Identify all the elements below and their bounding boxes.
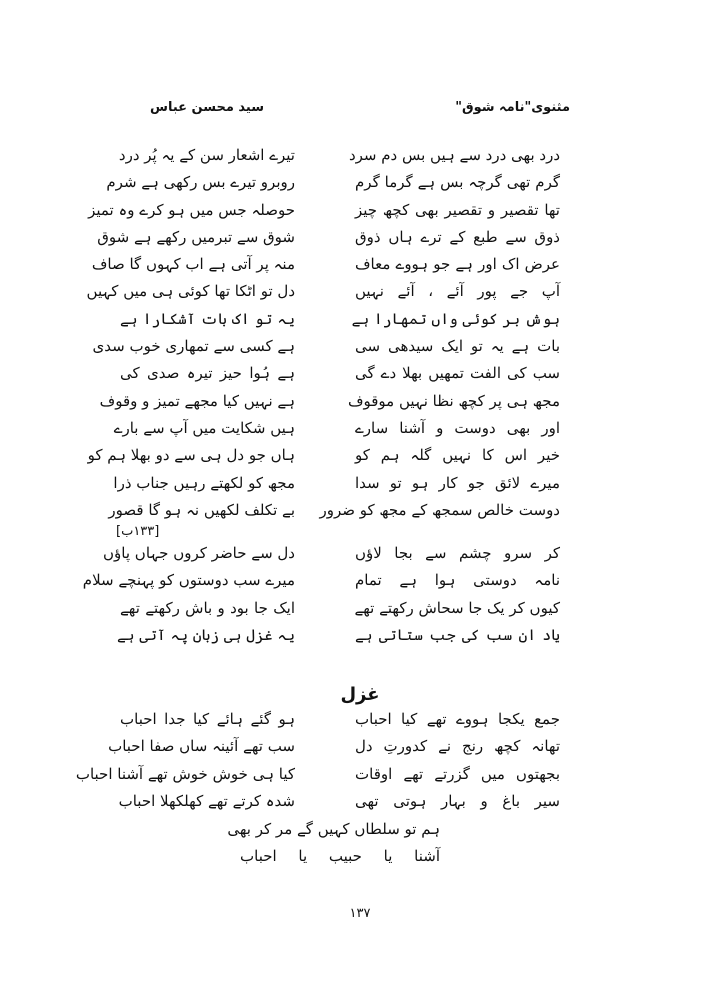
second-hemistich: میرے سب دوستوں کو پہنچے سلام: [82, 571, 295, 590]
verse-row: [108, 733, 560, 760]
verse-row: [92, 333, 560, 360]
second-hemistich: بے تکلف لکھیں نہ ہو گا قصور: [108, 500, 295, 519]
verse-row: [97, 224, 560, 251]
verse-row: [120, 595, 560, 622]
verse-row: [113, 415, 560, 442]
verse-row: [120, 706, 560, 733]
maqta-line-1: ہم تو سلطاں کہیں گے مر کر بھی: [227, 820, 440, 838]
first-hemistich: کیوں کر یک جا سحاش رکھتے تھے: [354, 598, 560, 617]
page-number: ۱۳۷: [349, 906, 371, 921]
verse-row: [87, 442, 560, 469]
verse-row: [120, 788, 560, 815]
verse-row: [82, 567, 560, 594]
first-hemistich: نامہ دوستی ہوا ہے تمام: [355, 571, 560, 590]
book-title-header: مثنوی"نامہ شوق": [455, 100, 570, 115]
verse-row: [120, 142, 560, 169]
first-hemistich: سب کی الفت تمھیں بھلا دے گی: [355, 364, 560, 383]
first-hemistich: تھانہ کچھ رنج نے کدورتِ دل: [355, 737, 560, 756]
second-hemistich: حوصلہ جس میں ہو کرے وہ تمیز: [88, 200, 295, 219]
first-hemistich: تھا تقصیر و تقصیر بھی کچھ چیز: [355, 200, 560, 219]
first-hemistich: ذوق سے طبع کے ترے ہاں ذوق: [355, 227, 560, 246]
maqta-line-2: آشنا یا حبیب یا احباب: [240, 847, 440, 865]
second-hemistich: ہیں شکایت میں آپ سے بارے: [113, 418, 295, 437]
verse-row: [75, 761, 560, 788]
verse-row: [106, 169, 560, 196]
verse-row: [91, 251, 560, 278]
first-hemistich: مجھ ہی پر کچھ نظا نہیں موقوف: [347, 391, 560, 410]
first-hemistich: یاد ان سب کی جب ستاتی ہے: [355, 625, 560, 644]
verse-row: [103, 540, 560, 567]
second-hemistich: ہاں جو دل ہی سے دو بھلا ہم کو: [87, 446, 295, 465]
second-hemistich: شوق سے تبرمیں رکھے ہے شوق: [97, 227, 295, 246]
first-hemistich: خیر اس کا نہیں گلہ ہم کو: [355, 446, 560, 465]
ghazal-title: غزل: [340, 684, 380, 705]
first-hemistich: درد بھی درد سے ہیں بس دم سرد: [348, 146, 560, 164]
first-hemistich: کر سرو چشم سے بجا لاؤں: [355, 544, 560, 562]
second-hemistich: کیا ہی خوش خوش تھے آشنا احباب: [75, 764, 295, 783]
first-hemistich: آپ جے پور آئے ، آئے نہیں: [355, 282, 560, 301]
first-hemistich: جمع یکجا ہووے تھے کیا احباب: [355, 710, 560, 728]
second-hemistich: ہے ہُوا حیز تیرہ صدی کی: [120, 364, 295, 383]
second-hemistich: دل تو اٹکا تھا کوئی ہی میں کہیں: [86, 282, 295, 301]
second-hemistich: دل سے حاضر کروں جہاں پاؤں: [103, 544, 295, 562]
ghazal-couplets: [75, 706, 560, 815]
second-hemistich: منہ پر آتی ہے اب کہوں گا صاف: [91, 255, 295, 274]
first-hemistich: بات ہے یہ تو ایک سیدھی سی: [355, 337, 560, 356]
first-hemistich: ہوش بر کوئی واں تمھارا ہے: [351, 309, 560, 328]
second-hemistich: یہ غزل ہی زبان پہ آتی ہے: [116, 625, 295, 644]
second-hemistich: روبرو تیرے بس رکھی ہے شرم: [106, 173, 295, 192]
stanza-one: [86, 142, 560, 524]
verse-row: [99, 388, 560, 415]
second-hemistich: ہے نہیں کیا مجھے تمیز و وقوف: [99, 391, 295, 410]
second-hemistich: سب تھے آئینہ ساں صفا احباب: [108, 737, 295, 756]
first-hemistich: میرے لائق جو کار ہو تو سدا: [355, 473, 560, 492]
second-hemistich: یہ تو اک بات آشکارا ہے: [120, 309, 295, 328]
verse-row: [108, 497, 560, 524]
first-hemistich: دوست خالص سمجھ کے مجھ کو ضرور: [319, 500, 560, 519]
first-hemistich: گرم تھی گرچہ بس ہے گرما گرم: [355, 173, 560, 192]
first-hemistich: سیر باغ و بہار ہوتی تھی: [355, 791, 560, 810]
second-hemistich: ہو گئے ہائے کیا جدا احباب: [120, 710, 295, 728]
verse-row: [120, 306, 560, 333]
second-hemistich: تیرے اشعار سن کے یہ پُر درد: [118, 146, 295, 164]
second-hemistich: مجھ کو لکھتے رہیں جناب ذرا: [113, 473, 295, 492]
verse-row: [120, 360, 560, 387]
first-hemistich: اور بھی دوست و آشنا سارے: [355, 418, 560, 437]
second-hemistich: ہے کسی سے تمھاری خوب سدی: [92, 337, 295, 356]
verse-row: [113, 470, 560, 497]
stanza-two: [82, 540, 560, 649]
first-hemistich: بجھتوں میں گزرتے تھے اوقات: [355, 764, 560, 783]
verse-row: [88, 197, 560, 224]
ghazal-maqta: [227, 816, 440, 870]
verse-row: [86, 278, 560, 305]
folio-marker: [۱۳۳ب]: [116, 524, 160, 539]
second-hemistich: شدہ کرتے تھے کھلکھلا احباب: [118, 791, 295, 810]
author-header: سید محسن عباس: [150, 100, 265, 115]
second-hemistich: ایک جا بود و باش رکھتے تھے: [120, 598, 295, 617]
verse-row: [116, 622, 560, 649]
first-hemistich: عرض اک اور ہے جو ہووے معاف: [355, 255, 560, 274]
